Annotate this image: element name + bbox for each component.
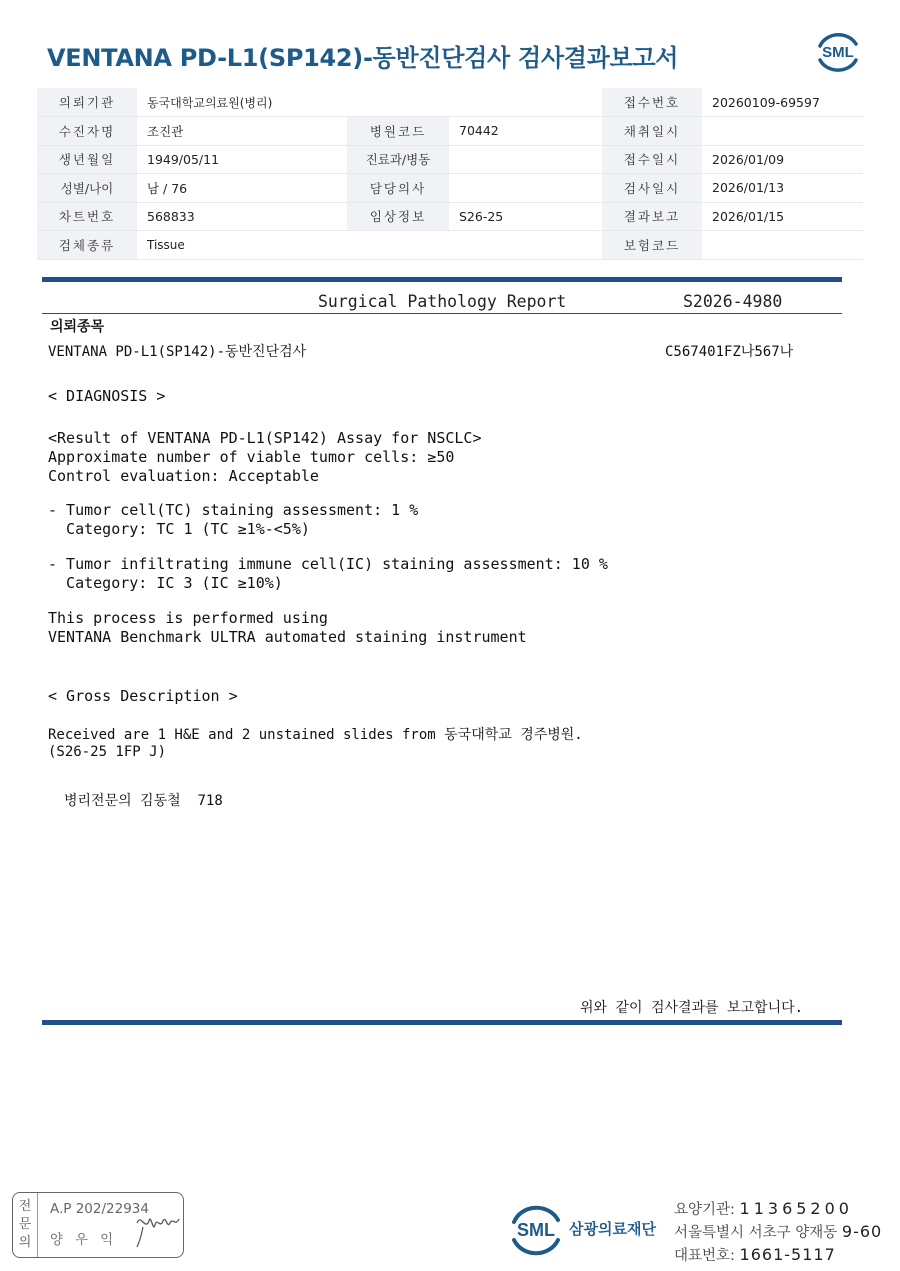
gross-line-1: Received are 1 H&E and 2 unstained slides from 동국대학교 경주병원. [48,727,583,743]
tc-assessment: - Tumor cell(TC) staining assessment: 1 % [48,501,419,519]
patient-label: 수진자명 [37,117,137,146]
handwritten-signature-icon [133,1203,183,1249]
dept-value [449,145,602,174]
birth-value: 1949/05/11 [137,145,347,174]
stamp-side-char: 전 [18,1199,32,1214]
hospital-code-value: 70442 [449,117,602,146]
stamp-ap-number: A.P 202/22934 [50,1201,149,1217]
birth-label: 생년월일 [37,145,137,174]
gross-line-2: (S26-25 1FP J) [48,744,167,760]
report-date-value: 2026/01/15 [702,202,863,231]
ic-category: Category: IC 3 (IC ≥10%) [48,574,283,592]
receipt-date-label: 접수일시 [602,145,702,174]
report-top-rule [42,277,842,282]
dept-label: 진료과/병동 [347,145,449,174]
pathologist-stamp [12,1192,184,1258]
collection-date-label: 채취일시 [602,117,702,146]
institution-value: 동국대학교의료원(병리) [137,88,602,117]
info-row [37,174,863,203]
phone-value: 1661-5117 [739,1245,836,1264]
report-title: Surgical Pathology Report [318,292,567,311]
stamp-side-char: 의 [18,1235,32,1250]
sex-age-label: 성별/나이 [37,174,137,203]
stamp-side-label [13,1193,38,1257]
collection-date-value [702,117,863,146]
report-date-label: 결과보고 [602,202,702,231]
insurance-label: 보험코드 [602,231,702,260]
insurance-value [702,231,863,260]
patient-info-table [37,88,863,260]
institution-label: 의뢰기관 [37,88,137,117]
diagnosis-heading: < DIAGNOSIS > [48,387,166,405]
clinical-label: 임상정보 [347,202,449,231]
pathologist-signature-line: 병리전문의 김동철 718 [64,793,223,809]
info-row [37,202,863,231]
stamp-name: 양우익 [50,1232,126,1248]
chart-label: 차트번호 [37,202,137,231]
care-code-label: 요양기관: [674,1202,735,1218]
address-prefix: 서울특별시 서초구 양재동 [674,1225,838,1241]
ic-assessment: - Tumor infiltrating immune cell(IC) staining assessment: 10 % [48,555,608,573]
info-row [37,231,863,260]
specimen-value: Tissue [137,231,602,260]
info-row [37,117,863,146]
phone-label: 대표번호: [674,1248,735,1264]
info-row [37,88,863,117]
sex-age-value: 남 / 76 [137,174,347,203]
gross-heading: < Gross Description > [48,687,238,705]
report-header-rule [42,313,842,314]
report-number: S2026-4980 [683,292,783,311]
doctor-value [449,174,602,203]
sml-logo-text: SML [822,44,854,61]
report-main-title: VENTANA PD-L1(SP142)-동반진단검사 검사결과보고서 [47,44,679,72]
hospital-code-label: 병원코드 [347,117,449,146]
tc-category: Category: TC 1 (TC ≥1%-<5%) [48,520,310,538]
footer-sml-logo-icon [506,1202,566,1258]
request-item: VENTANA PD-L1(SP142)-동반진단검사 [48,344,307,360]
footer-phone [674,1244,836,1265]
request-label: 의뢰종목 [50,319,105,335]
info-row [37,145,863,174]
footer-address [674,1221,882,1242]
clinical-value: S26-25 [449,202,602,231]
receipt-no-value: 20260109-69597 [702,88,863,117]
patient-value: 조진관 [137,117,347,146]
sml-logo-icon [812,30,864,74]
test-date-value: 2026/01/13 [702,174,863,203]
address-number: 9-60 [841,1222,883,1241]
stamp-side-char: 문 [18,1217,32,1232]
chart-value: 568833 [137,202,347,231]
care-code-value: 11365200 [739,1199,853,1218]
process-line-1: This process is performed using [48,609,328,627]
doctor-label: 담당의사 [347,174,449,203]
request-code: C567401FZ나567나 [665,344,794,360]
footer-care-code [674,1198,853,1219]
process-line-2: VENTANA Benchmark ULTRA automated staining instrument [48,628,527,646]
test-date-label: 검사일시 [602,174,702,203]
receipt-no-label: 접수번호 [602,88,702,117]
footer-logo-text: SML [517,1220,555,1240]
specimen-label: 검체종류 [37,231,137,260]
report-bottom-rule [42,1020,842,1025]
footer-brand-name: 삼광의료재단 [569,1220,656,1238]
receipt-date-value: 2026/01/09 [702,145,863,174]
result-line-3: Control evaluation: Acceptable [48,467,319,485]
closing-statement: 위와 같이 검사결과를 보고합니다. [580,1000,804,1016]
result-line-2: Approximate number of viable tumor cells: ≥50 [48,448,455,466]
result-line-1: <Result of VENTANA PD-L1(SP142) Assay for NSCLC> [48,429,482,447]
